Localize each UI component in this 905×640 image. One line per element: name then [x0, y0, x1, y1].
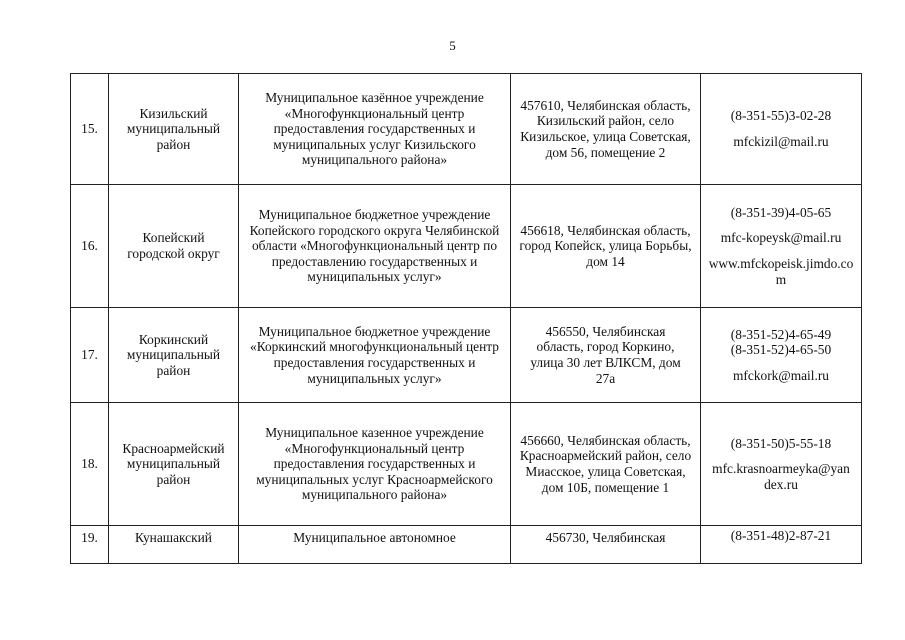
district-cell: Кунашакский — [109, 526, 239, 564]
table-row — [71, 308, 862, 403]
district-cell: Кизильский муниципальный район — [109, 74, 239, 185]
table-row — [71, 185, 862, 308]
address-cell: 456730, Челябинская — [511, 526, 701, 564]
district-cell: Коркинский муниципальный район — [109, 308, 239, 403]
mfc-table — [70, 73, 862, 564]
contacts-cell — [701, 185, 862, 308]
address-cell: 456550, Челябинская область, город Коркино, улица 30 лет ВЛКСМ, дом 27а — [511, 308, 701, 403]
phone-text: (8-351-52)4-65-49 — [730, 326, 832, 342]
phone-text: (8-351-48)2-87-21 — [730, 528, 832, 543]
address-cell: 457610, Челябинская область, Кизильский район, село Кизильское, улица Советская, дом 56, помещение 2 — [511, 74, 701, 185]
district-cell: Красноармейский муниципальный район — [109, 403, 239, 526]
contacts-cell — [701, 308, 862, 403]
table-row — [71, 526, 862, 564]
table-row — [71, 403, 862, 526]
institution-cell: Муниципальное казённое учреждение «Многофункциональный центр предоставления государственных и муниципальных услуг Кизильского муниципального района» — [239, 74, 511, 185]
phone-text: (8-351-39)4-05-65 — [730, 204, 832, 220]
row-number: 16. — [71, 185, 109, 308]
email-link[interactable]: mfckizil@mail.ru — [733, 134, 829, 149]
row-number: 17. — [71, 308, 109, 403]
address-cell: 456660, Челябинская область, Красноармейский район, село Миасское, улица Советская, дом 10Б, помещение 1 — [511, 403, 701, 526]
phone-text: (8-351-52)4-65-50 — [730, 342, 832, 358]
email-link[interactable]: mfc.krasnoarmeyka@yandex.ru — [712, 461, 850, 492]
email-link[interactable]: mfc-kopeysk@mail.ru — [720, 230, 842, 246]
website-link[interactable]: www.mfckopeisk.jimdo.com — [708, 256, 854, 287]
row-number: 15. — [71, 74, 109, 185]
institution-cell: Муниципальное автономное — [239, 526, 511, 564]
phone-text: (8-351-55)3-02-28 — [730, 108, 832, 124]
district-cell: Копейский городской округ — [109, 185, 239, 308]
phone-text: (8-351-50)5-55-18 — [730, 435, 832, 451]
contacts-cell — [701, 74, 862, 185]
institution-cell: Муниципальное бюджетное учреждение «Коркинский многофункциональный центр предоставления государственных и муниципальных услуг» — [239, 308, 511, 403]
institution-cell: Муниципальное бюджетное учреждение Копейского городского округа Челябинской области «Многофункциональный центр по предоставлению государственных и муниципальных услуг» — [239, 185, 511, 308]
email-link[interactable]: mfckork@mail.ru — [733, 367, 829, 383]
row-number: 19. — [71, 526, 109, 564]
address-cell: 456618, Челябинская область, город Копейск, улица Борьбы, дом 14 — [511, 185, 701, 308]
page-number: 5 — [449, 38, 456, 53]
row-number: 18. — [71, 403, 109, 526]
table-row — [71, 74, 862, 185]
institution-cell: Муниципальное казенное учреждение «Многофункциональный центр предоставления государственных и муниципальных услуг Красноармейского муниципального района» — [239, 403, 511, 526]
contacts-cell — [701, 526, 862, 564]
contacts-cell — [701, 403, 862, 526]
